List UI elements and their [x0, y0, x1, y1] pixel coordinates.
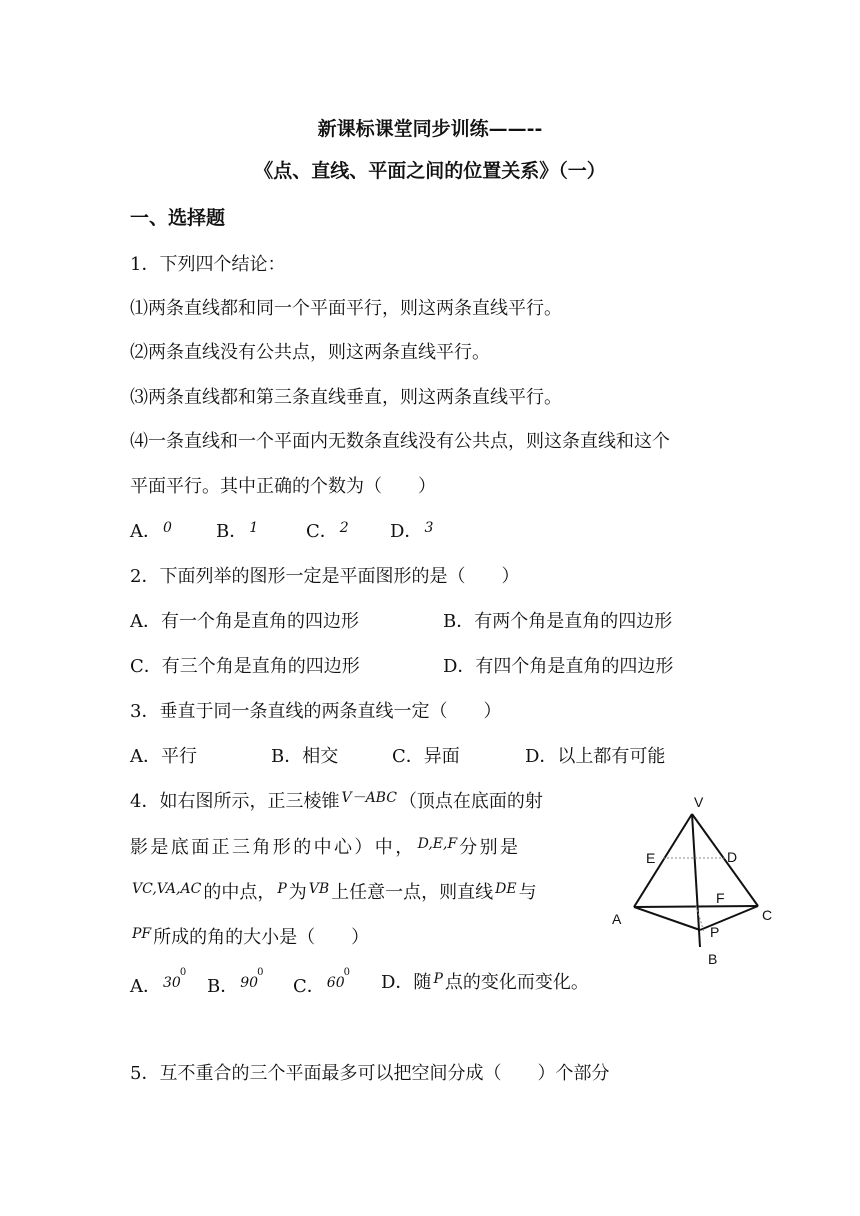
q4-option-a-value: 30	[163, 975, 181, 991]
q4-text: 所成的角的大小是（ ）	[153, 927, 370, 948]
q1-option-c	[306, 520, 351, 545]
label-c: C	[762, 907, 773, 923]
q4-math-pf: PF	[132, 926, 152, 942]
q4-option-d-text: D．随	[381, 972, 432, 993]
q1-option-a	[130, 520, 174, 545]
q3-option-c: C．异面	[392, 746, 460, 767]
q4-text: 上任意一点，则直线	[331, 882, 494, 903]
q2-stem: 2．下面列举的图形一定是平面图形的是（ ）	[130, 566, 520, 587]
q1-option-d	[390, 520, 435, 545]
label-d: D	[727, 849, 738, 865]
q4-option-a-label: A．	[130, 976, 161, 997]
doc-title: 新课标课堂同步训练——--	[317, 118, 543, 140]
q4-option-b-label: B．	[207, 976, 239, 997]
q2-option-a: A．有一个角是直角的四边形	[130, 611, 359, 632]
edge-ab	[634, 907, 700, 930]
q4-math-de: DE	[495, 881, 517, 897]
label-p: P	[710, 924, 720, 940]
edge-vc	[692, 814, 758, 906]
q1-statement-1: ⑴两条直线都和同一个平面平行，则这两条直线平行。	[130, 298, 562, 319]
q4-line-4	[130, 926, 369, 951]
q4-math-points: D,E,F	[417, 836, 458, 852]
q4-math-p: P	[433, 971, 443, 987]
edge-va	[634, 814, 692, 907]
q2-option-c: C．有三个角是直角的四边形	[130, 656, 360, 677]
q4-math-p: P	[277, 881, 287, 897]
q1-statement-4b: 平面平行。其中正确的个数为（ ）	[130, 476, 436, 497]
q1-option-d-label: D．	[390, 521, 423, 542]
q1-option-c-label: C．	[306, 521, 338, 542]
q4-text: 4．如右图所示，正三棱锥	[130, 791, 340, 812]
q4-text: （顶点在底面的射	[398, 791, 543, 812]
label-b: B	[708, 951, 718, 967]
q4-text: 的中点，	[203, 882, 276, 903]
q1-option-b	[216, 520, 260, 545]
q4-line-1	[130, 790, 543, 815]
q3-option-a: A．平行	[130, 746, 197, 767]
q4-math-pyramid: V－ABC	[341, 790, 397, 806]
doc-subtitle: 《点、直线、平面之间的位置关系》（一）	[254, 160, 606, 182]
q1-statement-2: ⑵两条直线没有公共点，则这两条直线平行。	[130, 342, 490, 363]
q1-option-c-value: 2	[339, 520, 349, 536]
q4-math-edges: VC,VA,AC	[132, 881, 202, 897]
q3-stem: 3．垂直于同一条直线的两条直线一定（ ）	[130, 701, 502, 722]
q4-text: 与	[518, 882, 537, 903]
q4-option-c	[293, 967, 353, 1000]
q1-option-b-label: B．	[216, 521, 248, 542]
q2-option-b: B．有两个角是直角的四边形	[443, 611, 673, 632]
degree-mark: 0	[343, 967, 350, 978]
label-v: V	[694, 794, 704, 810]
q1-statement-4a: ⑷一条直线和一个平面内无数条直线没有公共点，则这条直线和这个	[130, 431, 670, 452]
q5-stem: 5．互不重合的三个平面最多可以把空间分成（ ）个部分	[130, 1063, 610, 1084]
label-a: A	[612, 911, 622, 927]
q4-option-d-text: 点的变化而变化。	[444, 972, 589, 993]
q4-text: 影是底面正三角形的中心）中，	[130, 837, 416, 858]
section-heading: 一、选择题	[130, 207, 226, 229]
edge-bc	[700, 906, 758, 930]
q1-stem: 1．下列四个结论：	[130, 254, 286, 275]
degree-mark: 0	[179, 967, 187, 978]
q1-statement-3: ⑶两条直线都和第三条直线垂直，则这两条直线平行。	[130, 387, 562, 408]
q1-option-b-value: 1	[249, 520, 259, 536]
q4-option-b	[207, 967, 266, 1000]
q4-line-3	[130, 881, 537, 906]
q3-option-b: B．相交	[271, 746, 339, 767]
q4-option-a	[130, 967, 189, 1000]
pyramid-figure	[608, 790, 788, 970]
q4-math-vb: VB	[308, 881, 330, 897]
q4-option-c-value: 60	[326, 975, 345, 991]
degree-mark: 0	[257, 967, 264, 978]
q4-option-c-label: C．	[293, 976, 325, 997]
label-f: F	[716, 890, 725, 906]
q4-text: 为	[288, 882, 307, 903]
q3-option-d: D．以上都有可能	[525, 746, 666, 767]
q4-line-2	[130, 836, 520, 861]
q4-option-d	[381, 971, 589, 996]
q4-text: 分别是	[459, 837, 521, 858]
q2-option-d: D．有四个角是直角的四边形	[443, 656, 674, 677]
q1-option-a-label: A．	[130, 521, 161, 542]
label-e: E	[646, 850, 656, 866]
q1-option-d-value: 3	[424, 520, 434, 536]
q1-option-a-value: 0	[163, 520, 172, 536]
q4-option-b-value: 90	[240, 975, 259, 991]
